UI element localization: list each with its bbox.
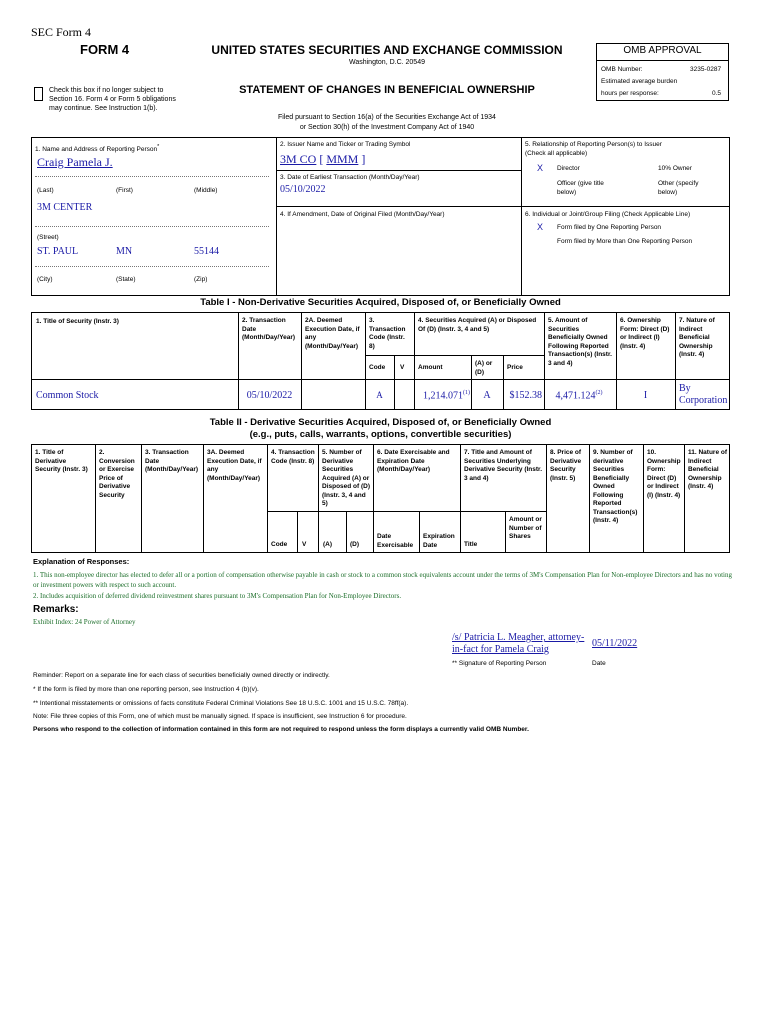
table2-title: Table II - Derivative Securities Acquired, Disposed of, or Beneficially Owned (e.g., puts, calls, warrants, options, convertible securities) (209, 417, 552, 440)
zip-value: 55144 (194, 246, 219, 257)
omb-burden-label: Estimated average burden (601, 78, 678, 85)
footer-omb-notice: Persons who respond to the collection of information contained in this form are not required to respond unless the form displays a currently valid OMB Number. (33, 726, 529, 733)
director-mark[interactable]: X (537, 163, 544, 173)
reporting-person-label: 1. Name and Address of Reporting Person* (35, 144, 160, 154)
one-person-label: Form filed by One Reporting Person (557, 224, 662, 231)
footnote-1: 1. This non-employee director has elected to defer all or a portion of compensation otherwise payable in cash or stock to a common stock equivalents account under the terms of 3M's Compensation Plan for Non-employee Directors and has no voting or investment powers with respect to such account. (33, 571, 732, 589)
issuer-label: 2. Issuer Name and Ticker or Trading Symbol (280, 141, 411, 148)
t2-sub-d: (D) (350, 541, 360, 548)
t1-h-amount-owned: 5. Amount of Securities Beneficially Owned Following Reported Transaction(s) (Instr. 3 and 4) (548, 317, 612, 367)
footnote-2: 2. Includes acquisition of deferred dividend reinvestment shares pursuant to 3M's Compensation Plan for Non-Employee Directors. (33, 592, 402, 600)
street-label: (Street) (37, 234, 59, 241)
t2-h-underlying: 7. Title and Amount of Securities Underlying Derivative Security (Instr. 3 and 4) (464, 449, 543, 482)
first-label: (First) (116, 187, 133, 194)
t2-h-date: 3. Transaction Date (Month/Day/Year) (145, 449, 199, 473)
location: Washington, D.C. 20549 (348, 59, 425, 66)
t2-h-title: 1. Title of Derivative Security (Instr. 3) (35, 449, 88, 473)
amendment-label: 4. If Amendment, Date of Original Filed (Month/Day/Year) (280, 211, 445, 218)
omb-number-label: OMB Number: (601, 66, 643, 73)
t2-h-code: 4. Transaction Code (Instr. 8) (271, 449, 315, 465)
table1-title: Table I - Non-Derivative Securities Acquired, Disposed of, or Beneficially Owned (200, 297, 561, 308)
footer-note: Note: File three copies of this Form, one of which must be manually signed. If space is insufficient, see Instruction 6 for procedure. (33, 713, 407, 720)
t1-row-code: A (376, 390, 383, 400)
other-label: Other (specify below) (658, 180, 699, 196)
t2-sub-a: (A) (323, 541, 333, 548)
zip-label: (Zip) (194, 276, 208, 283)
signature-date-label: Date (592, 660, 606, 667)
ten-percent-owner-label: 10% Owner (658, 165, 692, 172)
t2-h-conversion: 2. Conversion or Exercise Price of Derivative Security (99, 449, 135, 499)
footer-reminder: Reminder: Report on a separate line for each class of securities beneficially owned directly or indirectly. (33, 672, 330, 679)
omb-hours-value: 0.5 (712, 90, 722, 97)
omb-hours-label: hours per response: (601, 90, 659, 97)
sec-form-label: SEC Form 4 (31, 25, 92, 39)
footer-multiple-persons: * If the form is filed by more than one reporting person, see Instruction 4 (b)(v). (33, 686, 259, 693)
statement-title: STATEMENT OF CHANGES IN BENEFICIAL OWNERSHIP (239, 84, 535, 96)
footer-misstatements: ** Intentional misstatements or omissions of facts constitute Federal Criminal Violations See 18 U.S.C. 1001 and 15 U.S.C. 78ff(a). (33, 700, 409, 707)
relationship-label: 5. Relationship of Reporting Person(s) to Issuer (Check all applicable) (525, 141, 662, 157)
t2-h-form: 10. Ownership Form: Direct (D) or Indirect (I) (Instr. 4) (647, 449, 681, 499)
signature-date[interactable]: 05/11/2022 (592, 638, 638, 649)
t2-sub-amount: Amount or Number of Shares (509, 516, 542, 540)
t1-row-aord: A (483, 390, 491, 401)
t1-h-acquired: 4. Securities Acquired (A) or Disposed Of (D) (Instr. 3, 4 and 5) (418, 317, 537, 333)
t1-h-ownership-form: 6. Ownership Form: Direct (D) or Indirect (I) (Instr. 4) (620, 317, 670, 350)
t1-h-code: 3. Transaction Code (Instr. 8) (369, 317, 406, 350)
t2-h-number: 5. Number of Derivative Securities Acquired (A) or Disposed of (D) (Instr. 3, 4 and 5) (322, 449, 371, 507)
remarks-heading: Remarks: (33, 604, 79, 615)
street-value: 3M CENTER (37, 202, 93, 213)
t1-row-title: Common Stock (36, 390, 99, 401)
checkbox-text: Check this box if no longer subject to Section 16. Form 4 or Form 5 obligations may continue. See Instruction 1(b). (49, 87, 176, 112)
state-label: (State) (116, 276, 136, 283)
t2-sub-code: Code (271, 541, 288, 548)
t1-sub-amount: Amount (418, 364, 443, 371)
t1-row-amount: 1,214.071$^{(1)}$ (423, 390, 470, 402)
middle-label: (Middle) (194, 187, 218, 194)
remarks-text: Exhibit Index: 24 Power of Attorney (33, 618, 136, 626)
earliest-transaction-label: 3. Date of Earliest Transaction (Month/Day/Year) (280, 174, 420, 181)
signature-name[interactable]: /s/ Patricia L. Meagher, attorney- in-fact for Pamela Craig (452, 632, 585, 655)
one-person-mark[interactable]: X (537, 222, 544, 232)
t1-h-date: 2. Transaction Date (Month/Day/Year) (242, 317, 296, 341)
t1-row-price: $152.38 (509, 390, 542, 401)
t2-sub-title: Title (464, 541, 478, 548)
t2-h-exercisable: 6. Date Exercisable and Expiration Date (Month/Day/Year) (377, 449, 450, 473)
t1-row-form: I (643, 390, 648, 401)
t1-sub-aord: (A) or (D) (475, 360, 493, 376)
last-label: (Last) (37, 187, 54, 194)
t2-sub-v: V (302, 541, 307, 548)
t2-h-deemed: 3A. Deemed Execution Date, if any (Month/Day/Year) (207, 449, 262, 482)
t1-h-title: 1. Title of Security (Instr. 3) (36, 318, 119, 325)
t1-row-date: 05/10/2022 (246, 390, 293, 401)
explanation-heading: Explanation of Responses: (33, 557, 130, 566)
city-value: ST. PAUL (37, 246, 79, 257)
officer-label: Officer (give title below) (557, 180, 604, 196)
commission-title: UNITED STATES SECURITIES AND EXCHANGE COMMISSION (211, 43, 563, 57)
group-filing-label: 6. Individual or Joint/Group Filing (Check Applicable Line) (525, 211, 691, 218)
form-title: FORM 4 (80, 42, 130, 57)
t2-h-price: 8. Price of Derivative Security (Instr. 5) (550, 449, 582, 482)
t1-sub-price: Price (507, 364, 523, 371)
city-label: (City) (37, 276, 53, 283)
filed-pursuant: Filed pursuant to Section 16(a) of the Securities Exchange Act of 1934 or Section 30(h) of the Investment Company Act of 1940 (278, 114, 496, 131)
earliest-transaction-value: 05/10/2022 (280, 184, 326, 195)
t2-sub-expiration: Expiration Date (423, 533, 455, 549)
omb-title: OMB APPROVAL (623, 45, 702, 56)
t2-h-owned: 9. Number of derivative Securities Beneficially Owned Following Reported Transaction(s) (Instr. 4) (593, 449, 638, 524)
t1-h-nature: 7. Nature of Indirect Beneficial Ownership (Instr. 4) (679, 317, 715, 358)
t1-sub-code: Code (369, 364, 386, 371)
t2-sub-exercisable: Date Exercisable (377, 533, 414, 549)
reporting-person-name[interactable]: Craig Pamela J. (37, 155, 113, 169)
more-person-label: Form filed by More than One Reporting Person (557, 238, 693, 245)
t1-row-nature: By Corporation (679, 383, 728, 406)
omb-number-value: 3235-0287 (690, 66, 722, 73)
issuer-name-ticker[interactable]: 3M CO [ MMM ] (280, 152, 366, 166)
t1-sub-v: V (400, 364, 405, 371)
signature-label: ** Signature of Reporting Person (452, 660, 547, 667)
t1-row-owned: 4,471.124$^{(2)}$ (555, 390, 603, 402)
state-value: MN (116, 246, 133, 257)
no-longer-subject-checkbox[interactable] (34, 87, 43, 101)
t1-h-deemed: 2A. Deemed Execution Date, if any (Month/Day/Year) (305, 317, 360, 350)
t2-h-nature: 11. Nature of Indirect Beneficial Ownership (Instr. 4) (688, 449, 728, 490)
director-label: Director (557, 165, 580, 172)
